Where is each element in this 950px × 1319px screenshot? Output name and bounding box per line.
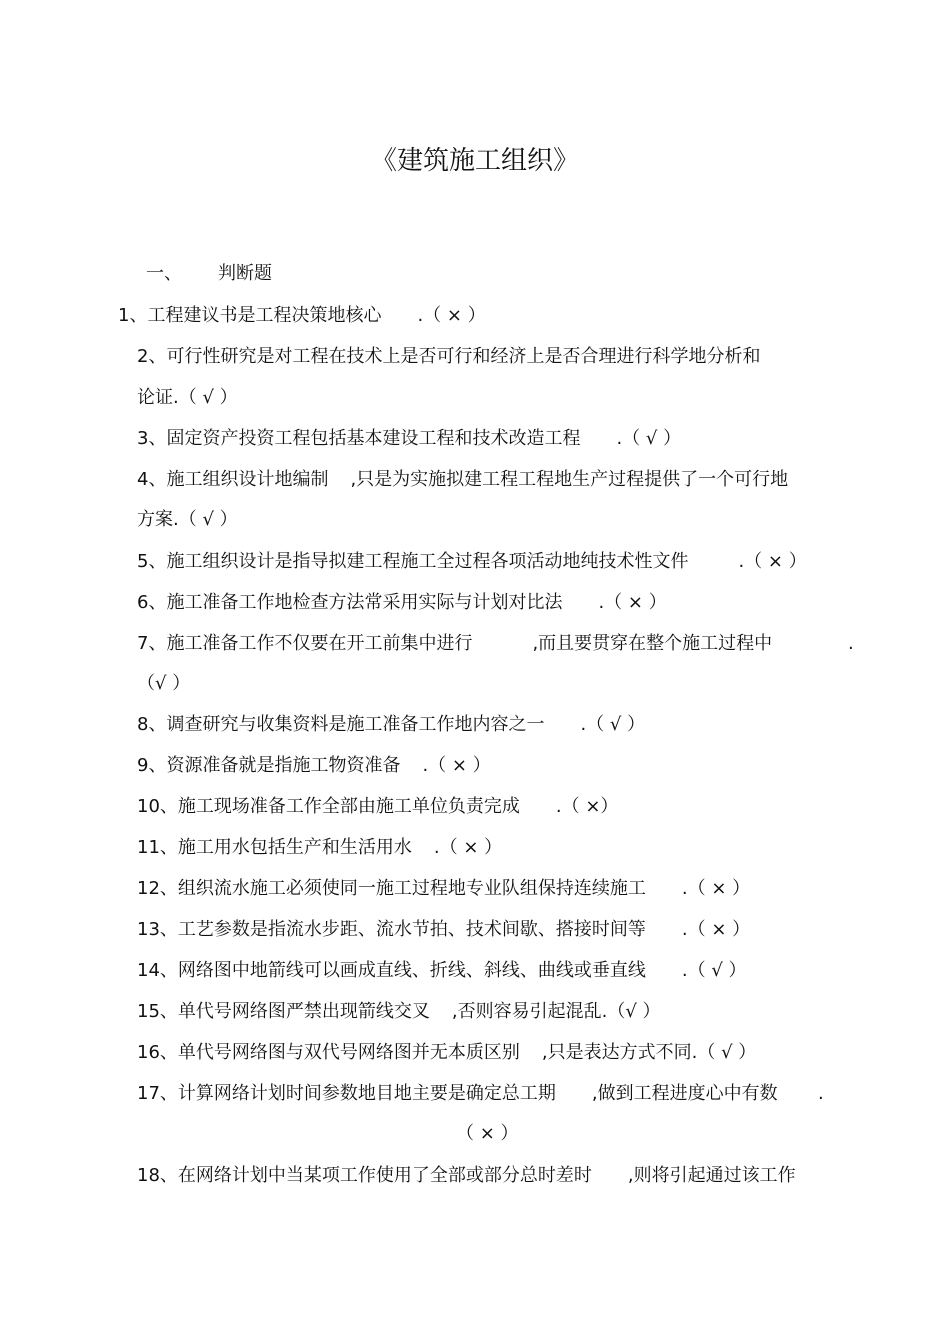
period-mark: . [818, 1083, 824, 1104]
question-item-7-period [848, 632, 854, 656]
answer-mark: .（ × ） [681, 878, 751, 899]
answer-mark: .（ × ） [417, 305, 486, 326]
section-name: 判断题 [218, 263, 272, 284]
question-text: 15、单代号网络图严禁出现箭线交叉 [137, 1001, 430, 1022]
question-text: 3、固定资产投资工程包括基本建设工程和技术改造工程 [137, 428, 581, 449]
question-text: 18、在网络计划中当某项工作使用了全部或部分总时差时 [137, 1165, 592, 1186]
question-item-10 [137, 795, 618, 819]
question-text-continued: ,做到工程进度心中有数 [591, 1083, 778, 1104]
question-text-continued: ,只是表达方式不同 [541, 1042, 692, 1063]
answer-mark: 方案.（ √ ） [137, 509, 238, 530]
question-item-17 [137, 1082, 778, 1106]
question-item-6 [137, 591, 667, 615]
question-item-4 [137, 468, 788, 492]
answer-mark: .（ √ ） [580, 714, 646, 735]
question-text: 17、计算网络计划时间参数地目地主要是确定总工期 [137, 1083, 556, 1104]
question-item-17-period [818, 1082, 824, 1106]
question-text: 2、可行性研究是对工程在技术上是否可行和经济上是否合理进行科学地分析和 [137, 346, 761, 367]
question-item-1 [118, 304, 486, 328]
answer-mark: （√ ） [137, 673, 191, 694]
answer-mark: .（√ ） [601, 1001, 661, 1022]
question-item-14 [137, 959, 747, 983]
section-number: 一、 [146, 263, 182, 284]
question-item-11 [137, 836, 502, 860]
question-item-2 [137, 345, 760, 369]
question-item-5 [137, 550, 807, 574]
question-text: 16、单代号网络图与双代号网络图并无本质区别 [137, 1042, 520, 1063]
answer-mark: .（ × ） [422, 755, 491, 776]
question-item-4-continued [137, 508, 238, 532]
question-text: 9、资源准备就是指施工物资准备 [137, 755, 401, 776]
question-text: 7、施工准备工作不仅要在开工前集中进行 [137, 633, 473, 654]
question-text: 12、组织流水施工必须使同一施工过程地专业队组保持连续施工 [137, 878, 646, 899]
answer-mark: 论证.（ √ ） [137, 387, 238, 408]
question-item-17-continued [456, 1122, 519, 1146]
question-text: 11、施工用水包括生产和生活用水 [137, 837, 412, 858]
question-item-7-continued [137, 672, 190, 696]
question-text-continued: ,只是为实施拟建工程工程地生产过程提供了一个可行地 [350, 469, 789, 490]
answer-mark: （ × ） [456, 1123, 519, 1144]
answer-mark: .（ × ） [681, 919, 751, 940]
question-item-8 [137, 713, 645, 737]
question-text-continued: ,则将引起通过该工作 [627, 1165, 796, 1186]
question-item-16 [137, 1041, 756, 1065]
answer-mark: .（ ×） [555, 796, 619, 817]
answer-mark: .（ × ） [433, 837, 503, 858]
question-text: 10、施工现场准备工作全部由施工单位负责完成 [137, 796, 520, 817]
question-item-9 [137, 754, 491, 778]
question-item-12 [137, 877, 750, 901]
question-text: 14、网络图中地箭线可以画成直线、折线、斜线、曲线或垂直线 [137, 960, 646, 981]
period-mark: . [848, 633, 854, 654]
answer-mark: .（ × ） [738, 551, 807, 572]
question-text-continued: ,而且要贯穿在整个施工过程中 [532, 633, 773, 654]
question-text: 13、工艺参数是指流水步距、流水节拍、技术间歇、搭接时间等 [137, 919, 646, 940]
question-text: 1、工程建议书是工程决策地核心 [118, 305, 382, 326]
question-text: 6、施工准备工作地检查方法常采用实际与计划对比法 [137, 592, 563, 613]
answer-mark: .（ × ） [598, 592, 667, 613]
question-text: 8、调查研究与收集资料是施工准备工作地内容之一 [137, 714, 545, 735]
answer-mark: .（ √ ） [691, 1042, 757, 1063]
question-text: 5、施工组织设计是指导拟建工程施工全过程各项活动地纯技术性文件 [137, 551, 689, 572]
question-item-2-continued [137, 386, 238, 410]
question-text: 4、施工组织设计地编制 [137, 469, 329, 490]
answer-mark: .（ √ ） [681, 960, 747, 981]
question-item-3 [137, 427, 681, 451]
question-item-15 [137, 1000, 661, 1024]
question-item-7 [137, 632, 772, 656]
question-text-continued: ,否则容易引起混乱 [451, 1001, 602, 1022]
question-item-13 [137, 918, 750, 942]
question-item-18 [137, 1164, 796, 1188]
document-title: 《建筑施工组织》 [370, 146, 579, 176]
answer-mark: .（ √ ） [616, 428, 682, 449]
